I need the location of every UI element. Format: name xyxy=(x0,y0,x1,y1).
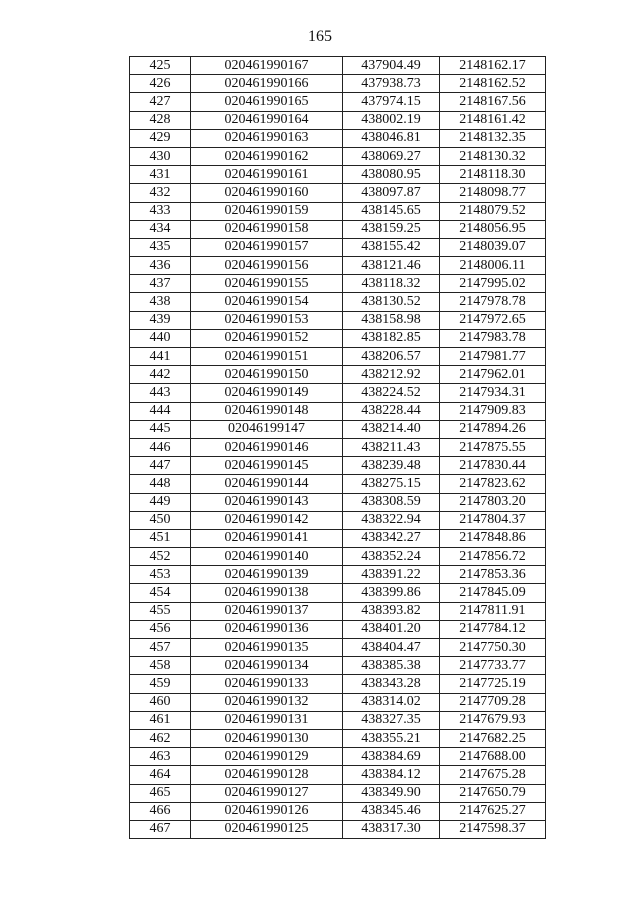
x-coordinate-cell: 438212.92 xyxy=(343,366,440,384)
table-row xyxy=(130,766,546,784)
table-row xyxy=(130,475,546,493)
table-row xyxy=(130,729,546,747)
x-coordinate-cell: 438080.95 xyxy=(343,166,440,184)
x-coordinate-cell: 438002.19 xyxy=(343,111,440,129)
table-row xyxy=(130,457,546,475)
row-number-cell: 431 xyxy=(130,166,191,184)
x-coordinate-cell: 438214.40 xyxy=(343,420,440,438)
row-number-cell: 462 xyxy=(130,729,191,747)
y-coordinate-cell: 2147962.01 xyxy=(440,366,546,384)
y-coordinate-cell: 2148167.56 xyxy=(440,93,546,111)
x-coordinate-cell: 438182.85 xyxy=(343,329,440,347)
y-coordinate-cell: 2147804.37 xyxy=(440,511,546,529)
cadastral-number-cell: 020461990143 xyxy=(191,493,343,511)
x-coordinate-cell: 438349.90 xyxy=(343,784,440,802)
table-row xyxy=(130,93,546,111)
y-coordinate-cell: 2147725.19 xyxy=(440,675,546,693)
x-coordinate-cell: 437974.15 xyxy=(343,93,440,111)
y-coordinate-cell: 2148130.32 xyxy=(440,147,546,165)
y-coordinate-cell: 2147598.37 xyxy=(440,820,546,838)
x-coordinate-cell: 438046.81 xyxy=(343,129,440,147)
table-row xyxy=(130,329,546,347)
row-number-cell: 434 xyxy=(130,220,191,238)
row-number-cell: 465 xyxy=(130,784,191,802)
cadastral-number-cell: 020461990145 xyxy=(191,457,343,475)
cadastral-number-cell: 020461990156 xyxy=(191,257,343,275)
x-coordinate-cell: 438130.52 xyxy=(343,293,440,311)
row-number-cell: 425 xyxy=(130,57,191,75)
y-coordinate-cell: 2147853.36 xyxy=(440,566,546,584)
table-row xyxy=(130,511,546,529)
row-number-cell: 459 xyxy=(130,675,191,693)
row-number-cell: 436 xyxy=(130,257,191,275)
y-coordinate-cell: 2147848.86 xyxy=(440,529,546,547)
cadastral-number-cell: 020461990163 xyxy=(191,129,343,147)
y-coordinate-cell: 2147875.55 xyxy=(440,438,546,456)
row-number-cell: 444 xyxy=(130,402,191,420)
y-coordinate-cell: 2147784.12 xyxy=(440,620,546,638)
x-coordinate-cell: 438322.94 xyxy=(343,511,440,529)
row-number-cell: 443 xyxy=(130,384,191,402)
row-number-cell: 467 xyxy=(130,820,191,838)
row-number-cell: 432 xyxy=(130,184,191,202)
row-number-cell: 456 xyxy=(130,620,191,638)
x-coordinate-cell: 438211.43 xyxy=(343,438,440,456)
y-coordinate-cell: 2147650.79 xyxy=(440,784,546,802)
y-coordinate-cell: 2147682.25 xyxy=(440,729,546,747)
x-coordinate-cell: 438399.86 xyxy=(343,584,440,602)
y-coordinate-cell: 2147981.77 xyxy=(440,348,546,366)
cadastral-number-cell: 020461990155 xyxy=(191,275,343,293)
row-number-cell: 428 xyxy=(130,111,191,129)
table-row xyxy=(130,166,546,184)
table-row xyxy=(130,438,546,456)
row-number-cell: 447 xyxy=(130,457,191,475)
cadastral-number-cell: 020461990142 xyxy=(191,511,343,529)
cadastral-number-cell: 020461990157 xyxy=(191,238,343,256)
row-number-cell: 438 xyxy=(130,293,191,311)
x-coordinate-cell: 438158.98 xyxy=(343,311,440,329)
y-coordinate-cell: 2147733.77 xyxy=(440,657,546,675)
row-number-cell: 435 xyxy=(130,238,191,256)
y-coordinate-cell: 2148162.52 xyxy=(440,75,546,93)
y-coordinate-cell: 2147675.28 xyxy=(440,766,546,784)
table-row xyxy=(130,711,546,729)
cadastral-number-cell: 020461990127 xyxy=(191,784,343,802)
row-number-cell: 437 xyxy=(130,275,191,293)
row-number-cell: 429 xyxy=(130,129,191,147)
cadastral-number-cell: 020461990140 xyxy=(191,548,343,566)
cadastral-number-cell: 020461990165 xyxy=(191,93,343,111)
page-number: 165 xyxy=(308,28,332,45)
table-row xyxy=(130,111,546,129)
row-number-cell: 455 xyxy=(130,602,191,620)
y-coordinate-cell: 2148132.35 xyxy=(440,129,546,147)
x-coordinate-cell: 438155.42 xyxy=(343,238,440,256)
table-row xyxy=(130,293,546,311)
cadastral-number-cell: 020461990133 xyxy=(191,675,343,693)
y-coordinate-cell: 2147803.20 xyxy=(440,493,546,511)
cadastral-number-cell: 020461990148 xyxy=(191,402,343,420)
x-coordinate-cell: 438097.87 xyxy=(343,184,440,202)
row-number-cell: 450 xyxy=(130,511,191,529)
cadastral-number-cell: 020461990139 xyxy=(191,566,343,584)
cadastral-number-cell: 02046199147 xyxy=(191,420,343,438)
x-coordinate-cell: 438206.57 xyxy=(343,348,440,366)
table-row xyxy=(130,620,546,638)
x-coordinate-cell: 438355.21 xyxy=(343,729,440,747)
row-number-cell: 464 xyxy=(130,766,191,784)
table-row xyxy=(130,147,546,165)
row-number-cell: 457 xyxy=(130,639,191,657)
table-row xyxy=(130,820,546,838)
cadastral-number-cell: 020461990162 xyxy=(191,147,343,165)
x-coordinate-cell: 438275.15 xyxy=(343,475,440,493)
y-coordinate-cell: 2148162.17 xyxy=(440,57,546,75)
y-coordinate-cell: 2148161.42 xyxy=(440,111,546,129)
table-row xyxy=(130,584,546,602)
cadastral-number-cell: 020461990150 xyxy=(191,366,343,384)
table-row xyxy=(130,384,546,402)
x-coordinate-cell: 438239.48 xyxy=(343,457,440,475)
cadastral-number-cell: 020461990166 xyxy=(191,75,343,93)
y-coordinate-cell: 2147972.65 xyxy=(440,311,546,329)
y-coordinate-cell: 2147679.93 xyxy=(440,711,546,729)
table-row xyxy=(130,675,546,693)
row-number-cell: 427 xyxy=(130,93,191,111)
cadastral-number-cell: 020461990149 xyxy=(191,384,343,402)
row-number-cell: 445 xyxy=(130,420,191,438)
y-coordinate-cell: 2147909.83 xyxy=(440,402,546,420)
y-coordinate-cell: 2148098.77 xyxy=(440,184,546,202)
table-row xyxy=(130,802,546,820)
x-coordinate-cell: 438384.12 xyxy=(343,766,440,784)
coordinates-table xyxy=(129,56,546,839)
row-number-cell: 451 xyxy=(130,529,191,547)
y-coordinate-cell: 2147688.00 xyxy=(440,748,546,766)
table-row xyxy=(130,348,546,366)
cadastral-number-cell: 020461990136 xyxy=(191,620,343,638)
row-number-cell: 426 xyxy=(130,75,191,93)
row-number-cell: 461 xyxy=(130,711,191,729)
cadastral-number-cell: 020461990128 xyxy=(191,766,343,784)
y-coordinate-cell: 2148056.95 xyxy=(440,220,546,238)
x-coordinate-cell: 438342.27 xyxy=(343,529,440,547)
row-number-cell: 442 xyxy=(130,366,191,384)
x-coordinate-cell: 438317.30 xyxy=(343,820,440,838)
cadastral-number-cell: 020461990131 xyxy=(191,711,343,729)
cadastral-number-cell: 020461990137 xyxy=(191,602,343,620)
table-row xyxy=(130,657,546,675)
table-row xyxy=(130,311,546,329)
table-row xyxy=(130,548,546,566)
cadastral-number-cell: 020461990144 xyxy=(191,475,343,493)
y-coordinate-cell: 2147978.78 xyxy=(440,293,546,311)
x-coordinate-cell: 438228.44 xyxy=(343,402,440,420)
table-row xyxy=(130,129,546,147)
x-coordinate-cell: 438404.47 xyxy=(343,639,440,657)
y-coordinate-cell: 2147709.28 xyxy=(440,693,546,711)
y-coordinate-cell: 2147856.72 xyxy=(440,548,546,566)
table-row xyxy=(130,202,546,220)
cadastral-number-cell: 020461990151 xyxy=(191,348,343,366)
table-row xyxy=(130,639,546,657)
x-coordinate-cell: 438393.82 xyxy=(343,602,440,620)
row-number-cell: 453 xyxy=(130,566,191,584)
x-coordinate-cell: 438385.38 xyxy=(343,657,440,675)
cadastral-number-cell: 020461990130 xyxy=(191,729,343,747)
y-coordinate-cell: 2147830.44 xyxy=(440,457,546,475)
y-coordinate-cell: 2148039.07 xyxy=(440,238,546,256)
row-number-cell: 446 xyxy=(130,438,191,456)
row-number-cell: 440 xyxy=(130,329,191,347)
x-coordinate-cell: 438345.46 xyxy=(343,802,440,820)
table-row xyxy=(130,57,546,75)
x-coordinate-cell: 438327.35 xyxy=(343,711,440,729)
y-coordinate-cell: 2147995.02 xyxy=(440,275,546,293)
x-coordinate-cell: 437938.73 xyxy=(343,75,440,93)
cadastral-number-cell: 020461990132 xyxy=(191,693,343,711)
y-coordinate-cell: 2147845.09 xyxy=(440,584,546,602)
x-coordinate-cell: 438069.27 xyxy=(343,147,440,165)
cadastral-number-cell: 020461990158 xyxy=(191,220,343,238)
cadastral-number-cell: 020461990161 xyxy=(191,166,343,184)
x-coordinate-cell: 438224.52 xyxy=(343,384,440,402)
table-row xyxy=(130,784,546,802)
table-row xyxy=(130,238,546,256)
table-row xyxy=(130,366,546,384)
y-coordinate-cell: 2147811.91 xyxy=(440,602,546,620)
table-row xyxy=(130,257,546,275)
x-coordinate-cell: 438384.69 xyxy=(343,748,440,766)
y-coordinate-cell: 2147894.26 xyxy=(440,420,546,438)
row-number-cell: 433 xyxy=(130,202,191,220)
x-coordinate-cell: 438159.25 xyxy=(343,220,440,238)
y-coordinate-cell: 2147934.31 xyxy=(440,384,546,402)
x-coordinate-cell: 438401.20 xyxy=(343,620,440,638)
y-coordinate-cell: 2147823.62 xyxy=(440,475,546,493)
table-row xyxy=(130,420,546,438)
cadastral-number-cell: 020461990164 xyxy=(191,111,343,129)
x-coordinate-cell: 438118.32 xyxy=(343,275,440,293)
cadastral-number-cell: 020461990146 xyxy=(191,438,343,456)
x-coordinate-cell: 438391.22 xyxy=(343,566,440,584)
row-number-cell: 466 xyxy=(130,802,191,820)
x-coordinate-cell: 438308.59 xyxy=(343,493,440,511)
cadastral-number-cell: 020461990159 xyxy=(191,202,343,220)
table-row xyxy=(130,184,546,202)
cadastral-number-cell: 020461990141 xyxy=(191,529,343,547)
row-number-cell: 448 xyxy=(130,475,191,493)
cadastral-number-cell: 020461990134 xyxy=(191,657,343,675)
row-number-cell: 430 xyxy=(130,147,191,165)
table-row xyxy=(130,529,546,547)
x-coordinate-cell: 437904.49 xyxy=(343,57,440,75)
row-number-cell: 458 xyxy=(130,657,191,675)
cadastral-number-cell: 020461990129 xyxy=(191,748,343,766)
table-row xyxy=(130,566,546,584)
x-coordinate-cell: 438314.02 xyxy=(343,693,440,711)
cadastral-number-cell: 020461990154 xyxy=(191,293,343,311)
cadastral-number-cell: 020461990138 xyxy=(191,584,343,602)
cadastral-number-cell: 020461990126 xyxy=(191,802,343,820)
row-number-cell: 439 xyxy=(130,311,191,329)
table-row xyxy=(130,602,546,620)
cadastral-number-cell: 020461990152 xyxy=(191,329,343,347)
cadastral-number-cell: 020461990153 xyxy=(191,311,343,329)
row-number-cell: 460 xyxy=(130,693,191,711)
x-coordinate-cell: 438343.28 xyxy=(343,675,440,693)
y-coordinate-cell: 2147625.27 xyxy=(440,802,546,820)
row-number-cell: 452 xyxy=(130,548,191,566)
y-coordinate-cell: 2148079.52 xyxy=(440,202,546,220)
y-coordinate-cell: 2148006.11 xyxy=(440,257,546,275)
cadastral-number-cell: 020461990160 xyxy=(191,184,343,202)
row-number-cell: 449 xyxy=(130,493,191,511)
x-coordinate-cell: 438121.46 xyxy=(343,257,440,275)
table-row xyxy=(130,402,546,420)
row-number-cell: 454 xyxy=(130,584,191,602)
row-number-cell: 463 xyxy=(130,748,191,766)
table-row xyxy=(130,493,546,511)
x-coordinate-cell: 438145.65 xyxy=(343,202,440,220)
y-coordinate-cell: 2147750.30 xyxy=(440,639,546,657)
table-row xyxy=(130,75,546,93)
y-coordinate-cell: 2148118.30 xyxy=(440,166,546,184)
table-row xyxy=(130,748,546,766)
table-row xyxy=(130,693,546,711)
y-coordinate-cell: 2147983.78 xyxy=(440,329,546,347)
cadastral-number-cell: 020461990167 xyxy=(191,57,343,75)
table-row xyxy=(130,275,546,293)
row-number-cell: 441 xyxy=(130,348,191,366)
cadastral-number-cell: 020461990135 xyxy=(191,639,343,657)
coordinates-table-body xyxy=(130,57,546,839)
cadastral-number-cell: 020461990125 xyxy=(191,820,343,838)
table-row xyxy=(130,220,546,238)
x-coordinate-cell: 438352.24 xyxy=(343,548,440,566)
